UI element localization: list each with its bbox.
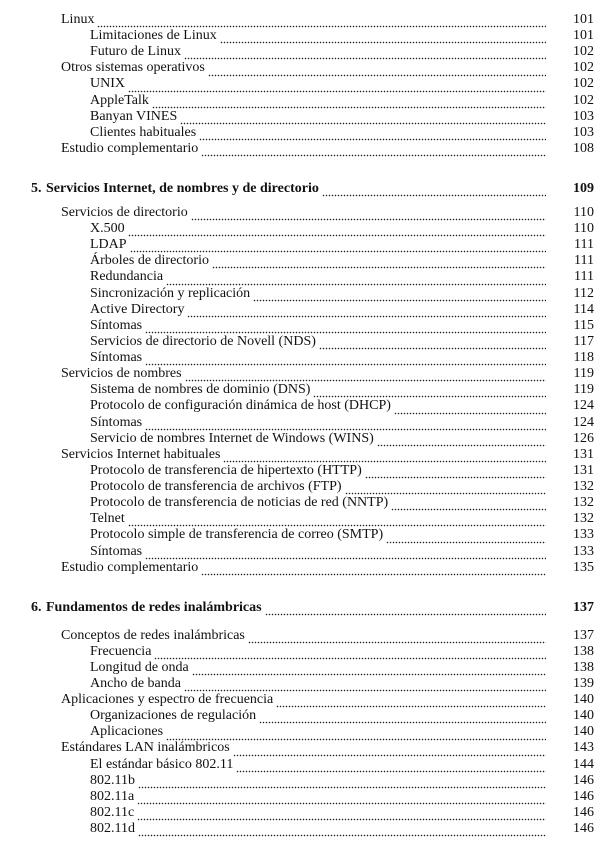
dot-leader	[233, 745, 546, 757]
toc-subsection-entry[interactable]	[0, 77, 594, 93]
dot-leader	[184, 48, 546, 60]
page-number: 138	[573, 643, 594, 659]
entry-title: 802.11b	[90, 772, 135, 788]
toc-section	[0, 12, 594, 157]
page-number: 135	[573, 559, 594, 575]
entry-title: 802.11a	[90, 788, 135, 804]
page-number: 140	[573, 724, 594, 740]
dot-leader	[377, 435, 546, 447]
entry-title: Servicios Internet habituales	[61, 446, 221, 462]
page-number: 103	[573, 124, 594, 140]
entry-title: Sincronización y replicación	[90, 285, 251, 301]
toc-section-entry[interactable]	[0, 205, 594, 221]
entry-title: Active Directory	[90, 301, 185, 317]
page-number: 140	[573, 692, 594, 708]
page-number: 108	[573, 140, 594, 156]
entry-title: Síntomas	[90, 350, 143, 366]
entry-title: Otros sistemas operativos	[61, 60, 205, 76]
entry-title: Telnet	[90, 511, 125, 527]
entry-title: Linux	[61, 11, 95, 27]
page-number: 131	[573, 462, 594, 478]
dot-leader	[128, 515, 546, 527]
toc-subsection-entry[interactable]	[0, 398, 594, 414]
toc-subsection-entry[interactable]	[0, 221, 594, 237]
page-number: 118	[573, 350, 594, 366]
entry-title: Protocolo de transferencia de hipertexto (HTTP)	[90, 462, 362, 478]
entry-title: LDAP	[90, 237, 127, 253]
page-number: 102	[573, 44, 594, 60]
entry-title: Protocolo simple de transferencia de correo (SMTP)	[90, 527, 384, 543]
toc-subsection-entry[interactable]	[0, 479, 594, 495]
toc-subsection-entry[interactable]	[0, 415, 594, 431]
toc-subsection-entry[interactable]	[0, 676, 594, 692]
entry-title: El estándar básico 802.11	[90, 756, 234, 772]
toc-subsection-entry[interactable]	[0, 511, 594, 527]
dot-leader	[97, 16, 546, 28]
dot-leader	[138, 825, 546, 837]
dot-leader	[191, 209, 546, 221]
toc-section-entry[interactable]	[0, 447, 594, 463]
entry-title: Protocolo de transferencia de archivos (FTP)	[90, 479, 342, 495]
chapter-title: Fundamentos de redes inalámbricas	[46, 599, 262, 615]
toc-subsection-entry[interactable]	[0, 495, 594, 511]
dot-leader	[145, 419, 546, 431]
page-number: 119	[573, 382, 594, 398]
toc-section-entry[interactable]	[0, 741, 594, 757]
dot-leader	[220, 32, 546, 44]
toc-subsection-entry[interactable]	[0, 527, 594, 543]
dot-leader	[130, 241, 546, 253]
entry-title: Síntomas	[90, 543, 143, 559]
toc-section-entry[interactable]	[0, 692, 594, 708]
entry-title: Clientes habituales	[90, 124, 197, 140]
entry-title: Estándares LAN inalámbricos	[61, 740, 230, 756]
entry-title: Estudio complementario	[61, 140, 199, 156]
toc-subsection-entry[interactable]	[0, 334, 594, 350]
entry-title: Conceptos de redes inalámbricas	[61, 627, 245, 643]
dot-leader	[248, 632, 546, 644]
page-number: 102	[573, 60, 594, 76]
page-number: 146	[573, 821, 594, 837]
page-number: 110	[573, 204, 594, 220]
toc-subsection-entry[interactable]	[0, 821, 594, 837]
toc-subsection-entry[interactable]	[0, 269, 594, 285]
page-number: 126	[573, 430, 594, 446]
dot-leader	[166, 729, 546, 741]
page-number: 146	[573, 788, 594, 804]
dot-leader	[166, 274, 546, 286]
page-number: 102	[573, 92, 594, 108]
page-number: 132	[573, 511, 594, 527]
entry-title: AppleTalk	[90, 92, 149, 108]
entry-title: Servicios de directorio	[61, 204, 188, 220]
toc-subsection-entry[interactable]	[0, 463, 594, 479]
toc-subsection-entry[interactable]	[0, 28, 594, 44]
toc-subsection-entry[interactable]	[0, 318, 594, 334]
page-number: 110	[573, 221, 594, 237]
dot-leader	[313, 386, 546, 398]
dot-leader	[236, 761, 546, 773]
dot-leader	[180, 113, 546, 125]
entry-title: Sistema de nombres de dominio (DNS)	[90, 382, 311, 398]
entry-title: Aplicaciones	[90, 724, 164, 740]
page-number: 102	[573, 76, 594, 92]
toc-section-entry[interactable]	[0, 628, 594, 644]
entry-title: Servicios de nombres	[61, 366, 182, 382]
page-number: 144	[573, 756, 594, 772]
dot-leader	[208, 65, 546, 77]
toc-subsection-entry[interactable]	[0, 773, 594, 789]
entry-title: Longitud de onda	[90, 659, 189, 675]
entry-title: Limitaciones de Linux	[90, 28, 217, 44]
dot-leader	[187, 306, 546, 318]
dot-leader	[322, 185, 546, 197]
toc-section-entry[interactable]	[0, 12, 594, 28]
dot-leader	[128, 81, 546, 93]
toc-section	[0, 600, 594, 838]
entry-title: Banyan VINES	[90, 108, 178, 124]
page-number: 146	[573, 772, 594, 788]
dot-leader	[184, 680, 546, 692]
page-number: 112	[573, 285, 594, 301]
toc-section-entry[interactable]	[0, 60, 594, 76]
dot-leader	[345, 483, 546, 495]
dot-leader	[199, 129, 546, 141]
entry-title: 802.11c	[90, 804, 135, 820]
dot-leader	[201, 564, 546, 576]
toc-section-entry[interactable]	[0, 366, 594, 382]
page-number: 133	[573, 543, 594, 559]
toc-subsection-entry[interactable]	[0, 757, 594, 773]
page-number: 114	[573, 301, 594, 317]
dot-leader	[145, 354, 546, 366]
dot-leader	[128, 225, 546, 237]
entry-title: Organizaciones de regulación	[90, 708, 257, 724]
toc-subsection-entry[interactable]	[0, 805, 594, 821]
page-number: 111	[574, 237, 594, 253]
page-number: 132	[573, 495, 594, 511]
entry-title: Redundancia	[90, 269, 164, 285]
page-number: 132	[573, 479, 594, 495]
page-number: 124	[573, 398, 594, 414]
page-number: 146	[573, 804, 594, 820]
chapter-number: 5.	[31, 180, 42, 196]
entry-title: Estudio complementario	[61, 559, 199, 575]
dot-leader	[185, 370, 546, 382]
page-number: 138	[573, 659, 594, 675]
page-number: 124	[573, 414, 594, 430]
page-number: 111	[574, 253, 594, 269]
toc-subsection-entry[interactable]	[0, 660, 594, 676]
dot-leader	[152, 97, 546, 109]
entry-title: Síntomas	[90, 317, 143, 333]
toc-subsection-entry[interactable]	[0, 544, 594, 560]
toc-subsection-entry[interactable]	[0, 44, 594, 60]
dot-leader	[212, 257, 546, 269]
dot-leader	[259, 712, 546, 724]
toc-subsection-entry[interactable]	[0, 109, 594, 125]
entry-title: Árboles de directorio	[90, 253, 209, 269]
page-number: 111	[574, 269, 594, 285]
entry-title: Síntomas	[90, 414, 143, 430]
entry-title: 802.11d	[90, 821, 135, 837]
table-of-contents	[0, 12, 594, 837]
toc-subsection-entry[interactable]	[0, 644, 594, 660]
dot-leader	[394, 403, 546, 415]
dot-leader	[137, 793, 546, 805]
page-number: 101	[573, 28, 594, 44]
page-number: 131	[573, 446, 594, 462]
dot-leader	[201, 145, 546, 157]
toc-subsection-entry[interactable]	[0, 237, 594, 253]
page-number: 115	[573, 317, 594, 333]
toc-section-entry[interactable]	[0, 560, 594, 576]
dot-leader	[391, 499, 546, 511]
dot-leader	[223, 451, 546, 463]
entry-title: Ancho de banda	[90, 675, 181, 691]
dot-leader	[265, 604, 546, 616]
toc-subsection-entry[interactable]	[0, 286, 594, 302]
toc-subsection-entry[interactable]	[0, 93, 594, 109]
toc-subsection-entry[interactable]	[0, 431, 594, 447]
toc-subsection-entry[interactable]	[0, 708, 594, 724]
dot-leader	[253, 290, 546, 302]
toc-subsection-entry[interactable]	[0, 350, 594, 366]
entry-title: Protocolo de transferencia de noticias de red (NNTP)	[90, 495, 389, 511]
toc-subsection-entry[interactable]	[0, 253, 594, 269]
toc-subsection-entry[interactable]	[0, 724, 594, 740]
chapter-heading[interactable]	[0, 600, 594, 616]
dot-leader	[138, 777, 546, 789]
page-number: 140	[573, 708, 594, 724]
page-number: 133	[573, 527, 594, 543]
dot-leader	[145, 548, 546, 560]
page-number: 143	[573, 740, 594, 756]
entry-title: Frecuencia	[90, 643, 152, 659]
dot-leader	[192, 664, 546, 676]
toc-subsection-entry[interactable]	[0, 789, 594, 805]
entry-title: Aplicaciones y espectro de frecuencia	[61, 692, 274, 708]
toc-section	[0, 181, 594, 576]
entry-title: Futuro de Linux	[90, 44, 181, 60]
page-number: 119	[573, 366, 594, 382]
dot-leader	[145, 322, 546, 334]
dot-leader	[365, 467, 546, 479]
entry-title: Servicios de directorio de Novell (NDS)	[90, 333, 316, 349]
page-number: 139	[573, 675, 594, 691]
page-number: 109	[573, 180, 594, 196]
entry-title: UNIX	[90, 76, 125, 92]
page-number: 117	[573, 333, 594, 349]
dot-leader	[319, 338, 546, 350]
chapter-title: Servicios Internet, de nombres y de directorio	[46, 180, 319, 196]
dot-leader	[137, 809, 546, 821]
dot-leader	[276, 696, 546, 708]
chapter-number: 6.	[31, 599, 42, 615]
page-number: 137	[573, 627, 594, 643]
toc-section-entry[interactable]	[0, 141, 594, 157]
page-number: 137	[573, 599, 594, 615]
page-number: 103	[573, 108, 594, 124]
chapter-heading[interactable]	[0, 181, 594, 197]
toc-subsection-entry[interactable]	[0, 302, 594, 318]
page-number: 101	[573, 11, 594, 27]
entry-title: Servicio de nombres Internet de Windows (WINS)	[90, 430, 374, 446]
toc-subsection-entry[interactable]	[0, 382, 594, 398]
dot-leader	[154, 648, 546, 660]
entry-title: X.500	[90, 221, 125, 237]
toc-subsection-entry[interactable]	[0, 125, 594, 141]
entry-title: Protocolo de configuración dinámica de host (DHCP)	[90, 398, 391, 414]
dot-leader	[386, 532, 546, 544]
